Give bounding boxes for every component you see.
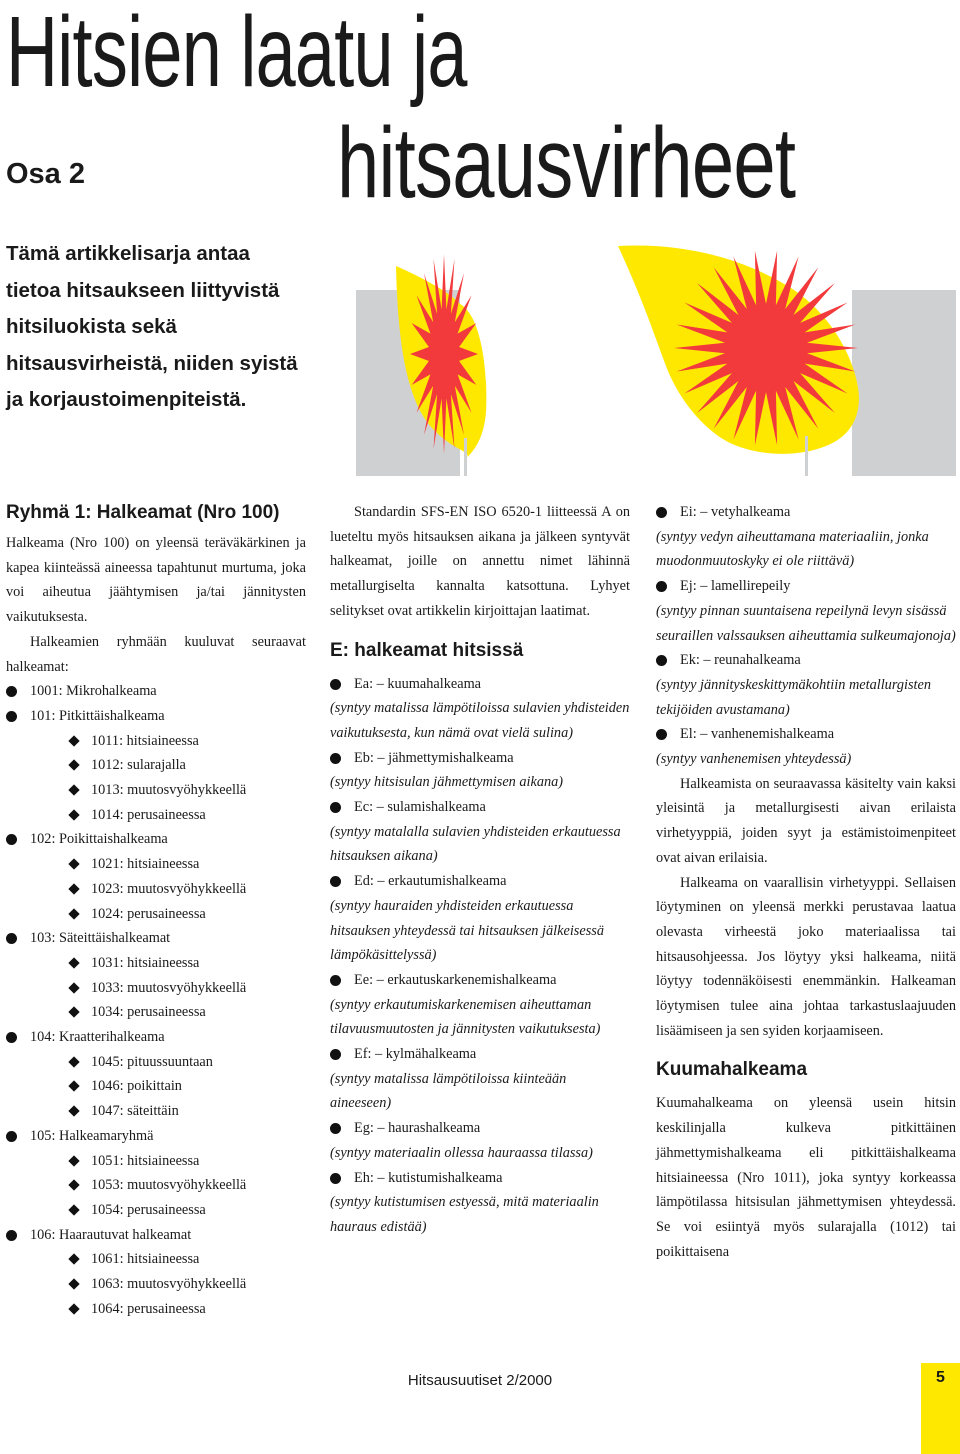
sub-list-item-label: 1031: hitsiaineessa	[91, 954, 200, 971]
list-item	[6, 704, 306, 729]
list-item	[6, 1025, 306, 1050]
crack-type-item	[656, 500, 956, 525]
crack-type-description: (syntyy vedyn aiheuttamana materiaaliin, jonka muodonmuutoskyky ei ole riittävä)	[656, 528, 929, 570]
sub-list-item	[6, 1000, 306, 1025]
list-item-label: 105: Halkeamaryhmä	[30, 1127, 154, 1144]
list-item-label: 106: Haarautuvat halkeamat	[30, 1226, 192, 1243]
sub-list-item	[6, 753, 306, 778]
bullet-icon	[330, 679, 341, 690]
sub-list-item-label: 1011: hitsiaineessa	[91, 732, 199, 749]
crack-type-label: Ed: – erkautumishalkeama	[354, 873, 507, 890]
crack-type-item	[330, 1042, 630, 1067]
section-heading-hot-crack: Kuumahalkeama	[656, 1059, 808, 1081]
sub-list-item	[6, 1099, 306, 1124]
crack-type-description: (syntyy jännityskeskittymäkohtiin metallurgisten tekijöiden avustamana)	[656, 676, 932, 718]
sub-list-item	[6, 803, 306, 828]
sub-list-item	[6, 1149, 306, 1174]
crack-type-item	[330, 672, 630, 697]
paragraph: Halkeama (Nro 100) on yleensä teräväkärkinen ja kapea kiinteässä aineessa tapahtunut murtuma, joka voi aiheutua jäähtymisen ja/tai jännitysten vaikutuksesta.	[6, 535, 306, 626]
column-1	[6, 500, 306, 1322]
bullet-icon	[656, 581, 667, 592]
diamond-bullet-icon	[68, 809, 79, 820]
publication-name: Hitsausuutiset 2/2000	[407, 1372, 553, 1389]
list-item-label: 104: Kraatterihalkeama	[30, 1029, 165, 1046]
bullet-icon	[330, 1173, 341, 1184]
diamond-bullet-icon	[68, 858, 79, 869]
bullet-icon	[6, 1131, 17, 1142]
crack-type-description: (syntyy matalissa lämpötiloissa sulavien yhdisteiden vaikutuksesta, kun nämä ovat vielä sulina)	[330, 700, 630, 741]
bullet-icon	[6, 834, 17, 845]
crack-type-description: (syntyy kutistumisen estyessä, mitä materiaalin hauraus edistää)	[330, 1194, 599, 1235]
diamond-bullet-icon	[68, 1254, 79, 1265]
list-item	[6, 827, 306, 852]
diamond-bullet-icon	[68, 1155, 79, 1166]
crack-type-label: Eg: – haurashalkeama	[354, 1120, 481, 1137]
list-item-label: 1001: Mikrohalkeama	[30, 683, 157, 700]
crack-type-item	[330, 746, 630, 771]
sub-list-item-label: 1054: perusaineessa	[91, 1201, 206, 1218]
diamond-bullet-icon	[68, 883, 79, 894]
list-item	[6, 926, 306, 951]
bullet-icon	[656, 507, 667, 518]
list-item-label: 101: Pitkittäishalkeama	[30, 707, 165, 724]
diamond-bullet-icon	[68, 1303, 79, 1314]
sub-list-item-label: 1021: hitsiaineessa	[91, 856, 200, 873]
weld-crack-list-continued	[656, 500, 956, 772]
bullet-icon	[6, 686, 17, 697]
crack-tail-left	[464, 438, 467, 476]
crack-type-item	[656, 648, 956, 673]
column-2	[330, 500, 630, 1240]
sub-list-item-label: 1033: muutosvyöhykkeellä	[91, 979, 247, 996]
page-number: 5	[936, 1369, 945, 1386]
crack-type-item	[656, 574, 956, 599]
sub-list-item	[6, 1173, 306, 1198]
list-item	[6, 1124, 306, 1149]
crack-type-item	[330, 869, 630, 894]
crack-type-description: (syntyy erkautumiskarkenemisen aiheuttaman tilavuusmuutosten ja jännitysten vaikutuksesta)	[330, 996, 601, 1038]
list-item-label: 103: Säteittäishalkeamat	[30, 930, 171, 947]
bullet-icon	[6, 711, 17, 722]
diamond-bullet-icon	[68, 1180, 79, 1191]
crack-type-label: Eb: – jähmettymishalkeama	[354, 749, 514, 766]
crack-type-label: Ee: – erkautuskarkenemishalkeama	[354, 971, 557, 988]
sub-list-item	[6, 1272, 306, 1297]
crack-type-label: El: – vanhenemishalkeama	[680, 726, 835, 743]
sub-list-item-label: 1014: perusaineessa	[91, 806, 206, 823]
diamond-bullet-icon	[68, 784, 79, 795]
crack-type-description: (syntyy hauraiden yhdisteiden erkautuessa hitsauksen yhteydessä tai hitsauksen jälkeisessä lämpökäsittelyssä)	[330, 897, 604, 964]
diamond-bullet-icon	[68, 760, 79, 771]
list-item	[6, 1223, 306, 1248]
title-line-2: hitsausvirheet	[337, 107, 796, 219]
sub-list-item	[6, 778, 306, 803]
bullet-icon	[656, 655, 667, 666]
sub-list-item-label: 1051: hitsiaineessa	[91, 1152, 200, 1169]
crack-type-label: Ek: – reunahalkeama	[680, 652, 801, 669]
list-item-label: 102: Poikittaishalkeama	[30, 831, 168, 848]
crack-type-description: (syntyy pinnan suuntaisena repeilynä levyn sisässä seuraillen valssauksen aiheuttamia sulkeumajonoja)	[656, 602, 956, 644]
sub-list-item	[6, 951, 306, 976]
crack-tail-right	[805, 436, 808, 476]
bullet-icon	[330, 1123, 341, 1134]
sub-list-item	[6, 902, 306, 927]
crack-type-item	[330, 1166, 630, 1191]
paragraph: Standardin SFS-EN ISO 6520-1 liitteessä A on lueteltu myös hitsauksen aikana ja jälkeen syntyvät halkeamat, joille on annettu nimet lähinnä metallurgiselta kannalta katsottuna. Lyhyet selitykset ovat artikkelin kirjoittajan laatimat.	[330, 504, 630, 619]
sub-list-item	[6, 1297, 306, 1322]
sub-list-item-label: 1045: pituussuuntaan	[91, 1053, 213, 1070]
bullet-icon	[6, 933, 17, 944]
crack-type-item	[330, 968, 630, 993]
page-number-box	[921, 1363, 960, 1454]
diamond-bullet-icon	[68, 1056, 79, 1067]
bullet-icon	[656, 729, 667, 740]
diamond-bullet-icon	[68, 1081, 79, 1092]
diamond-bullet-icon	[68, 982, 79, 993]
part-label: Osa 2	[6, 158, 85, 190]
section-heading-cracks: Ryhmä 1: Halkeamat (Nro 100)	[6, 502, 280, 523]
sub-list-item-label: 1034: perusaineessa	[91, 1004, 206, 1021]
sub-list-item-label: 1023: muutosvyöhykkeellä	[91, 880, 247, 897]
sub-list-item-label: 1064: perusaineessa	[91, 1300, 206, 1317]
bullet-icon	[330, 802, 341, 813]
weld-crack-list	[330, 672, 630, 1240]
bullet-icon	[6, 1230, 17, 1241]
crack-type-item	[656, 722, 956, 747]
bullet-icon	[330, 975, 341, 986]
diamond-bullet-icon	[68, 1278, 79, 1289]
sub-list-item	[6, 976, 306, 1001]
crack-type-description: (syntyy hitsisulan jähmettymisen aikana)	[330, 774, 564, 791]
sub-list-item	[6, 877, 306, 902]
bullet-icon	[330, 1049, 341, 1060]
crack-type-label: Ec: – sulamishalkeama	[354, 799, 486, 816]
crack-type-description: (syntyy materiaalin ollessa hauraassa tilassa)	[330, 1144, 593, 1161]
crack-type-label: Ef: – kylmähalkeama	[354, 1046, 477, 1063]
diamond-bullet-icon	[68, 735, 79, 746]
sub-list-item-label: 1047: säteittäin	[91, 1103, 179, 1120]
sub-list-item	[6, 1198, 306, 1223]
column-3	[656, 500, 956, 1264]
bullet-icon	[330, 753, 341, 764]
sub-list-item-label: 1024: perusaineessa	[91, 905, 206, 922]
crack-list	[6, 679, 306, 1321]
title-line-1: Hitsien laatu ja	[6, 0, 467, 108]
diamond-bullet-icon	[68, 1204, 79, 1215]
sub-list-item-label: 1046: poikittain	[91, 1078, 182, 1095]
sub-list-item	[6, 1247, 306, 1272]
intro-text: Tämä artikkelisarja antaa tietoa hitsaukseen liittyvistä hitsiluokista sekä hitsausvirheistä, niiden syistä ja korjaustoimenpiteistä.	[6, 242, 298, 411]
sub-list-item	[6, 852, 306, 877]
sub-list-item-label: 1053: muutosvyöhykkeellä	[91, 1177, 247, 1194]
crack-type-label: Ei: – vetyhalkeama	[680, 504, 791, 520]
bullet-icon	[6, 1032, 17, 1043]
sub-list-item	[6, 1074, 306, 1099]
diamond-bullet-icon	[68, 957, 79, 968]
sub-list-item-label: 1013: muutosvyöhykkeellä	[91, 782, 247, 799]
sub-list-item-label: 1063: muutosvyöhykkeellä	[91, 1276, 247, 1293]
weld-illustration	[356, 238, 956, 476]
crack-type-item	[330, 1116, 630, 1141]
crack-type-label: Eh: – kutistumishalkeama	[354, 1169, 503, 1186]
paragraph: Halkeamien ryhmään kuuluvat seuraavat halkeamat:	[6, 633, 306, 675]
diamond-bullet-icon	[68, 1106, 79, 1117]
crack-type-item	[330, 795, 630, 820]
section-heading-weld-cracks: E: halkeamat hitsissä	[330, 639, 524, 661]
sub-list-item	[6, 1050, 306, 1075]
paragraph: Kuumahalkeama on yleensä usein hitsin keskilinjalla kulkeva pitkittäinen jähmettymishalkeama eli pitkittäishalkeama hitsiaineessa (Nro 1011), joka syntyy korkeassa lämpötilassa hitsisulan jähmettymisen yhteydessä. Se voi esiintyä myös sularajalla (1012) tai poikittaisena	[656, 1095, 956, 1260]
crack-type-label: Ea: – kuumahalkeama	[354, 675, 482, 692]
sub-list-item-label: 1061: hitsiaineessa	[91, 1251, 200, 1268]
list-item	[6, 679, 306, 704]
crack-type-description: (syntyy matalissa lämpötiloissa kiinteään aineeseen)	[330, 1070, 567, 1112]
paragraph: Halkeamista on seuraavassa käsitelty vain kaksi yleisintä ja metallurgisesti aivan erilaista virhetyyppiä, joiden syyt ja estämistoimenpiteet ovat aivan erilaisia.	[656, 775, 956, 866]
diamond-bullet-icon	[68, 1007, 79, 1018]
sub-list-item-label: 1012: sularajalla	[91, 757, 186, 774]
base-plate-right	[852, 290, 956, 476]
crack-type-label: Ej: – lamellirepeily	[680, 578, 791, 595]
diamond-bullet-icon	[68, 908, 79, 919]
crack-type-description: (syntyy matalalla sulavien yhdisteiden erkautuessa hitsauksen aikana)	[330, 823, 621, 865]
crack-type-description: (syntyy vanhenemisen yhteydessä)	[656, 751, 852, 768]
sub-list-item	[6, 729, 306, 754]
paragraph: Halkeama on vaarallisin virhetyyppi. Sellaisen löytyminen on yleensä merkki perustavaa laatua olevasta virheestä joko materiaalissa tai hitsausohjeessa. Jos löytyy yksi halkeama, niitä löytyy todennäköisesti enemmänkin. Halkeaman löytymisen tulee aina johtaa tarkastuslaajuuden lisäämiseen ja sen syiden korjaamiseen.	[656, 874, 956, 1039]
bullet-icon	[330, 876, 341, 887]
